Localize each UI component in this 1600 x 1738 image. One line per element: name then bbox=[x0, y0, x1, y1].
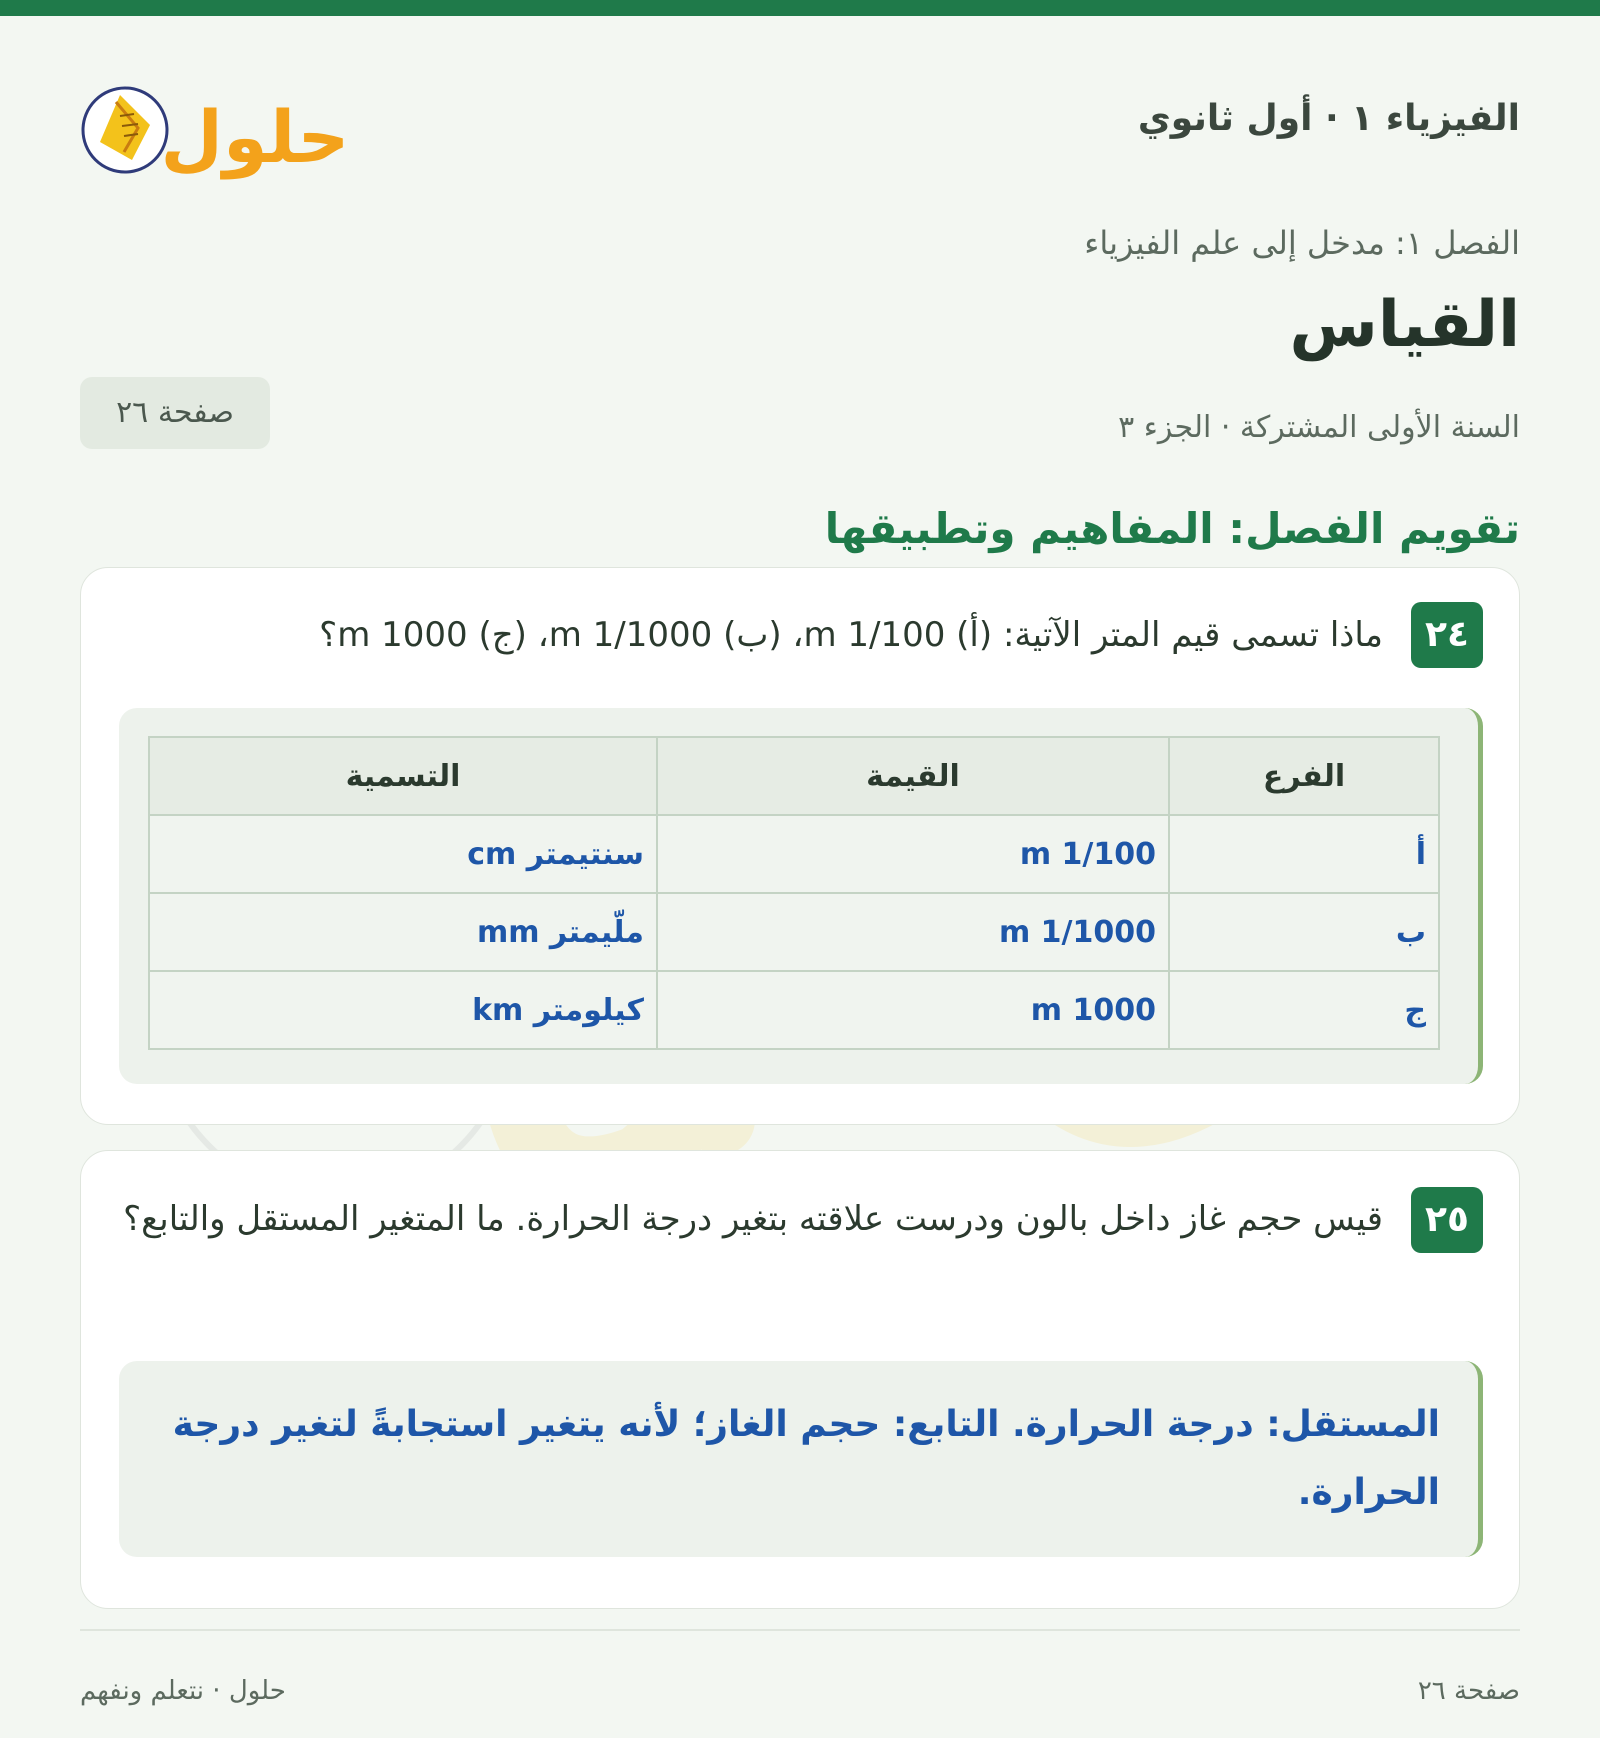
column-header-name: التسمية bbox=[149, 737, 657, 815]
column-header-branch: الفرع bbox=[1169, 737, 1439, 815]
table-cell: ملّيمتر mm bbox=[149, 893, 657, 971]
table-cell: كيلومتر km bbox=[149, 971, 657, 1049]
table-header-row bbox=[149, 737, 1439, 815]
table-cell: 1/1000 m bbox=[657, 893, 1169, 971]
table-cell: سنتيمتر cm bbox=[149, 815, 657, 893]
column-header-value: القيمة bbox=[657, 737, 1169, 815]
subject-title: الفيزياء ١ · أول ثانوي bbox=[1137, 98, 1520, 139]
answer-box bbox=[119, 1361, 1483, 1557]
page-header bbox=[80, 16, 1520, 216]
page-title: القياس bbox=[1289, 288, 1520, 362]
answer-table bbox=[148, 736, 1440, 1050]
brand-logo[interactable] bbox=[80, 70, 360, 190]
table-row bbox=[149, 893, 1439, 971]
table-row bbox=[149, 815, 1439, 893]
question-card-25 bbox=[80, 1150, 1520, 1609]
top-accent-bar bbox=[0, 0, 1600, 16]
question-card-24 bbox=[80, 567, 1520, 1125]
question-text: ماذا تسمى قيم المتر الآتية: (أ) 1/100 m، (ب) 1/1000 m، (ج) 1000 m؟ bbox=[319, 615, 1383, 655]
table-cell: 1000 m bbox=[657, 971, 1169, 1049]
section-title: تقويم الفصل: المفاهيم وتطبيقها bbox=[824, 504, 1520, 553]
logo-icon bbox=[80, 70, 360, 190]
table-cell: ج bbox=[1169, 971, 1439, 1049]
footer-brand: حلول · نتعلم ونفهم bbox=[80, 1676, 286, 1706]
table-cell: 1/100 m bbox=[657, 815, 1169, 893]
question-number-badge: ٢٥ bbox=[1411, 1187, 1483, 1253]
question-number-badge: ٢٤ bbox=[1411, 602, 1483, 668]
table-row bbox=[149, 971, 1439, 1049]
logo-text: حلول bbox=[160, 95, 350, 179]
footer-page-number: صفحة ٢٦ bbox=[1417, 1676, 1520, 1706]
table-cell: أ bbox=[1169, 815, 1439, 893]
chapter-label: الفصل ١: مدخل إلى علم الفيزياء bbox=[1084, 224, 1520, 262]
answer-text: المستقل: درجة الحرارة. التابع: حجم الغاز؛ لأنه يتغير استجابةً لتغير درجة الحرارة. bbox=[172, 1404, 1440, 1513]
edition-meta: السنة الأولى المشتركة · الجزء ٣ bbox=[1118, 410, 1520, 445]
page-badge: صفحة ٢٦ bbox=[80, 377, 270, 449]
question-text: قيس حجم غاز داخل بالون ودرست علاقته بتغير درجة الحرارة. ما المتغير المستقل والتابع؟ bbox=[123, 1199, 1383, 1239]
table-cell: ب bbox=[1169, 893, 1439, 971]
answer-box bbox=[119, 708, 1483, 1084]
footer-divider bbox=[80, 1629, 1520, 1631]
